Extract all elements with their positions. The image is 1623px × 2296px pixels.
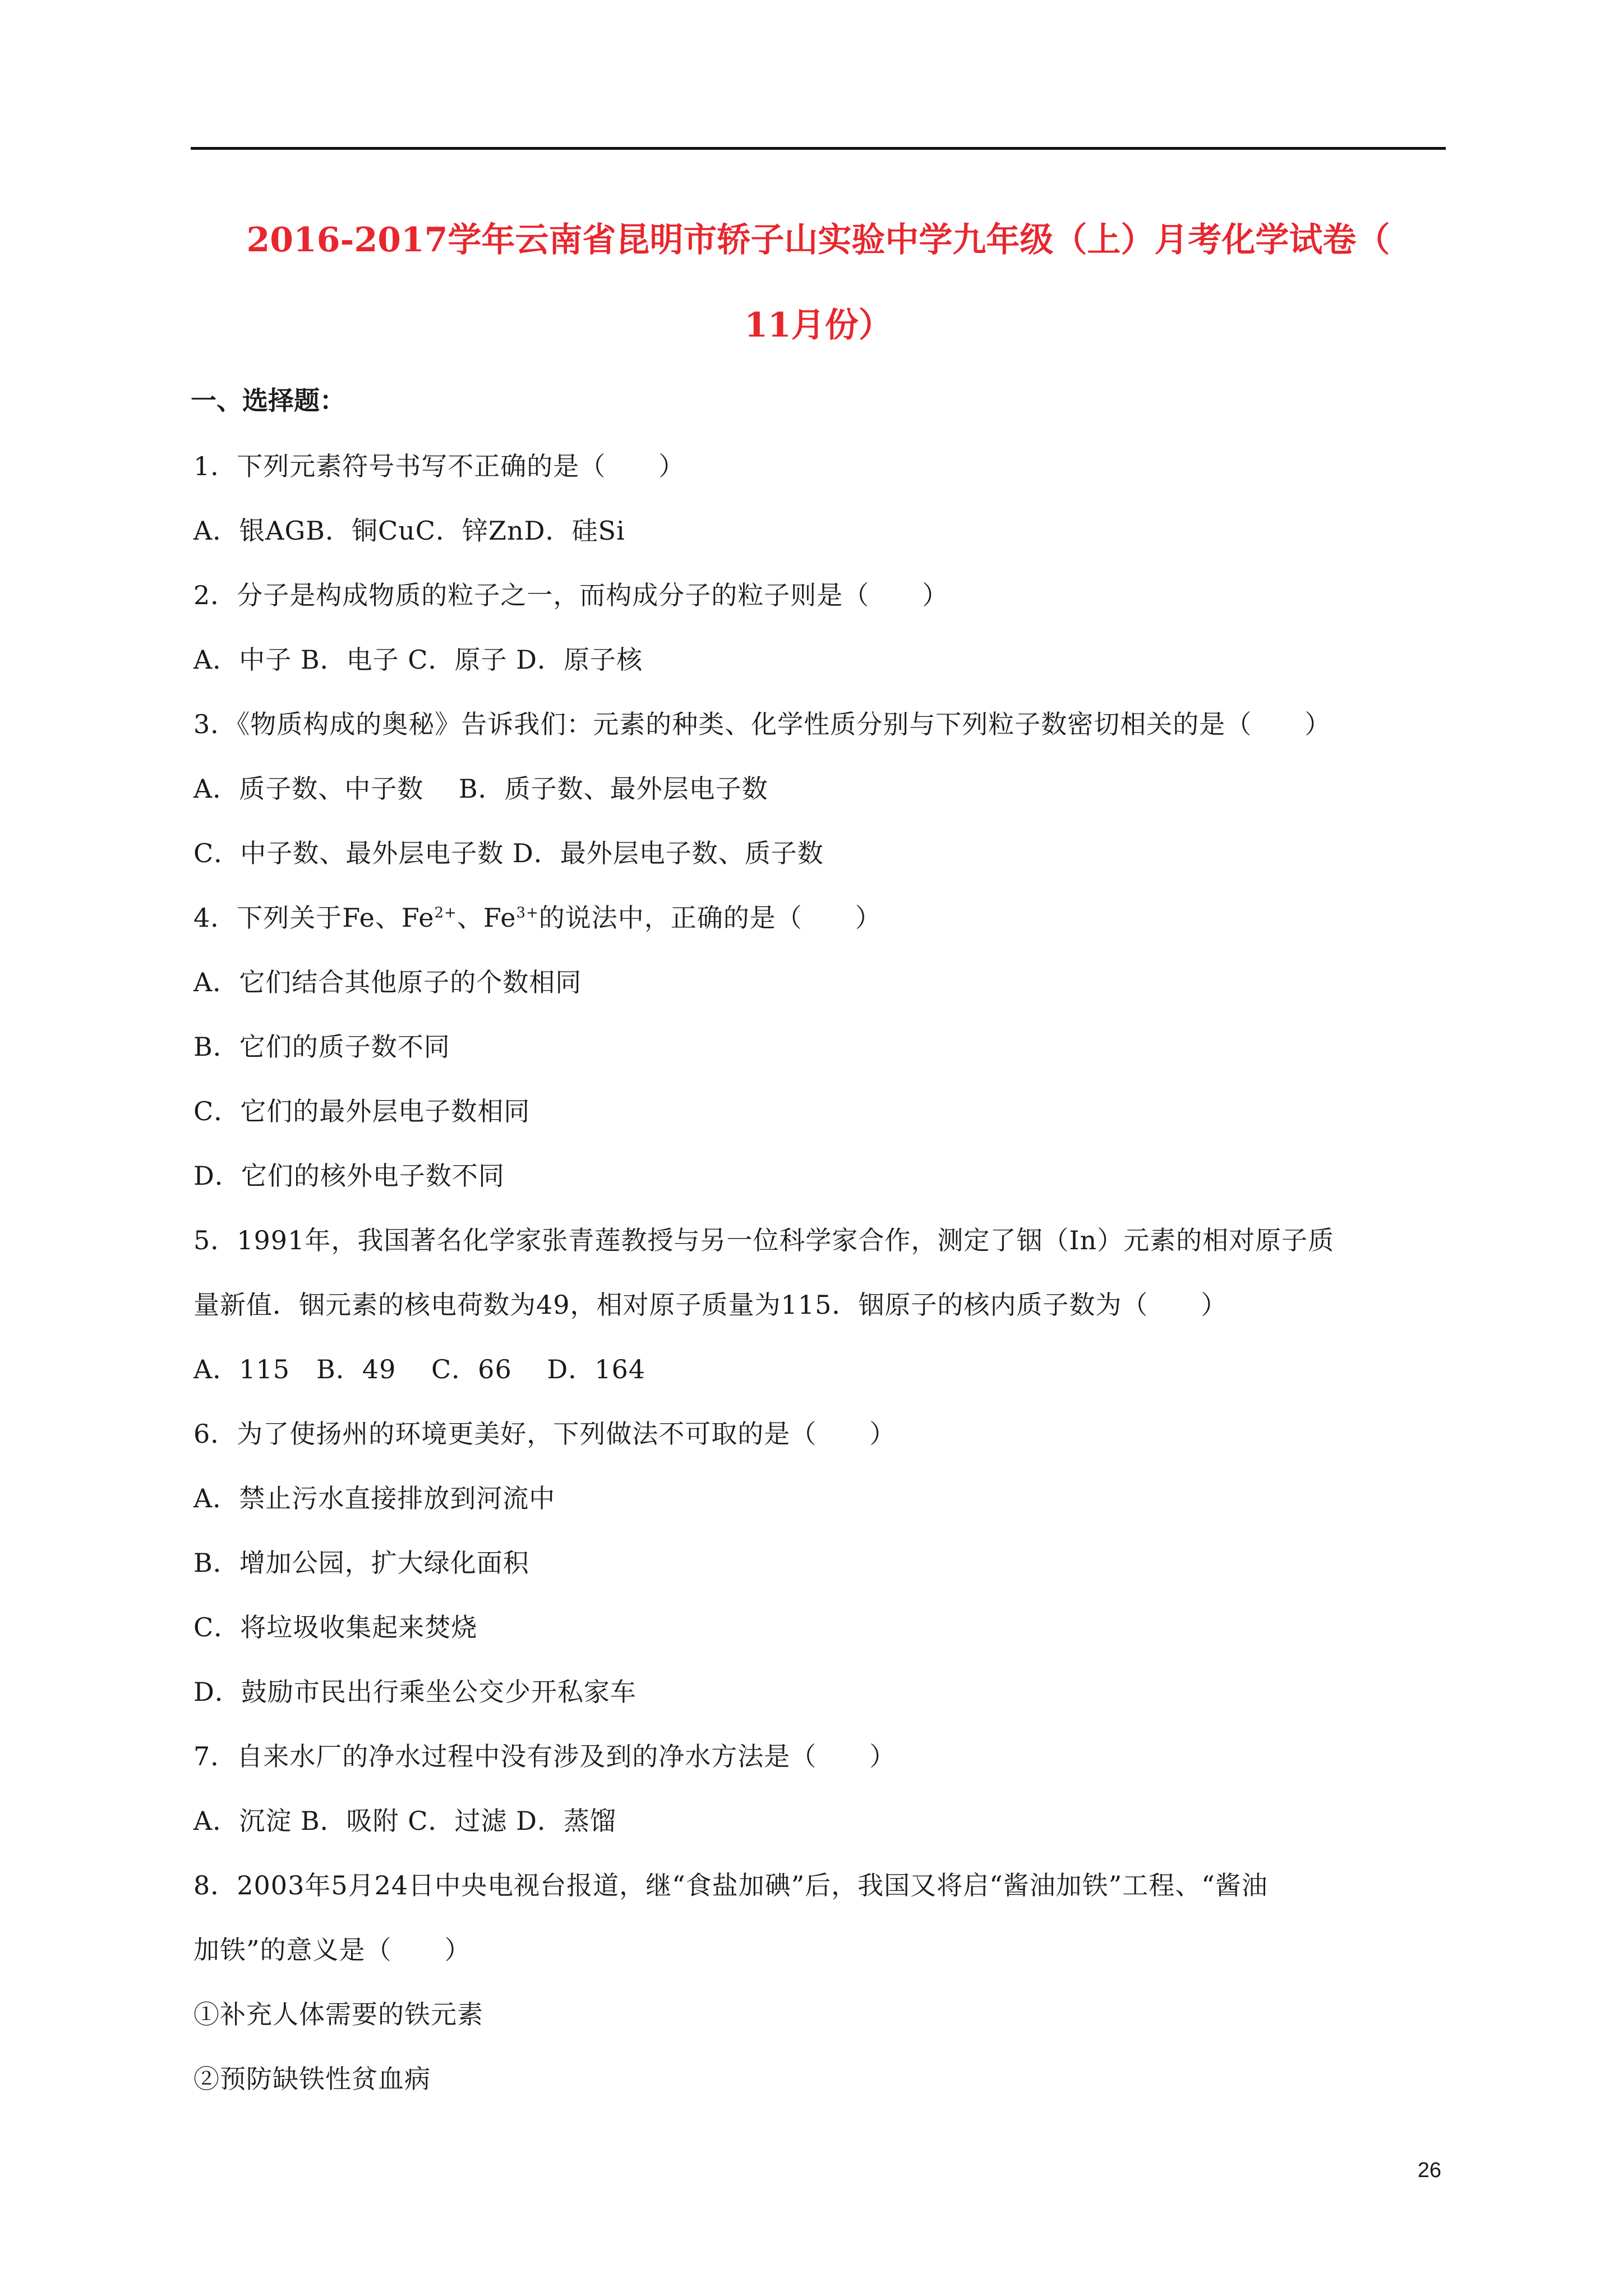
question-2-stem: 2．分子是构成物质的粒子之一，而构成分子的粒子则是（ ） [193, 580, 949, 610]
question-4-option-a: A．它们结合其他原子的个数相同 [193, 967, 582, 997]
question-8-stem-line1: 8．2003年5月24日中央电视台报道，继“食盐加碘”后，我国又将启“酱油加铁”工程、“酱油 [193, 1870, 1268, 1901]
fe2-charge: 2+ [434, 904, 457, 922]
question-2-options: A．中子 B．电子 C．原子 D．原子核 [193, 645, 643, 675]
question-6-option-c: C．将垃圾收集起来焚烧 [193, 1612, 478, 1642]
fe3-charge: 3+ [516, 904, 539, 922]
question-6-option-a: A．禁止污水直接排放到河流中 [193, 1483, 556, 1513]
question-4-stem [193, 898, 882, 935]
question-4-stem-part-c: 的说法中，正确的是（ ） [538, 903, 882, 933]
question-6-stem: 6．为了使扬州的环境更美好，下列做法不可取的是（ ） [193, 1419, 896, 1449]
question-3-stem: 3．《物质构成的奥秘》告诉我们：元素的种类、化学性质分别与下列粒子数密切相关的是（ ） [193, 709, 1331, 739]
question-4-option-c: C．它们的最外层电子数相同 [193, 1096, 531, 1126]
question-6-option-d: D．鼓励市民出行乘坐公交少开私家车 [193, 1677, 637, 1707]
question-6-option-b: B．增加公园，扩大绿化面积 [193, 1548, 529, 1578]
question-3-options-cd: C．中子数、最外层电子数 D．最外层电子数、质子数 [193, 838, 824, 868]
question-8-item-1: ①补充人体需要的铁元素 [193, 1999, 483, 2030]
question-1-stem: 1．下列元素符号书写不正确的是（ ） [193, 451, 685, 481]
page-title-line1: 2016-2017学年云南省昆明市轿子山实验中学九年级（上）月考化学试卷（ [246, 220, 1390, 260]
page-title-line2: 11月份） [744, 306, 892, 345]
question-5-stem-line1: 5．1991年，我国著名化学家张青莲教授与另一位科学家合作，测定了铟（In）元素的相对原子质 [193, 1225, 1335, 1255]
question-5-options: A．115 B．49 C．66 D．164 [193, 1354, 646, 1384]
question-7-stem: 7．自来水厂的净水过程中没有涉及到的净水方法是（ ） [193, 1741, 896, 1772]
question-4-option-d: D．它们的核外电子数不同 [193, 1161, 505, 1191]
question-3-options-ab: A．质子数、中子数 B．质子数、最外层电子数 [193, 774, 768, 804]
section-heading: 一、选择题： [191, 385, 345, 416]
question-8-item-2: ②预防缺铁性贫血病 [193, 2064, 431, 2094]
question-4-stem-part-a: 4．下列关于Fe、Fe [193, 903, 435, 933]
question-4-option-b: B．它们的质子数不同 [193, 1032, 450, 1062]
question-4-stem-part-b: 、Fe [457, 903, 517, 933]
page-number: 26 [1417, 2159, 1441, 2182]
header-rule [191, 147, 1446, 150]
question-7-options: A．沉淀 B．吸附 C．过滤 D．蒸馏 [193, 1806, 616, 1836]
question-1-options: A．银AGB．铜CuC．锌ZnD．硅Si [193, 516, 625, 546]
question-5-stem-line2: 量新值．铟元素的核电荷数为49，相对原子质量为115．铟原子的核内质子数为（ ） [193, 1290, 1228, 1320]
question-8-stem-line2: 加铁”的意义是（ ） [193, 1935, 471, 1965]
